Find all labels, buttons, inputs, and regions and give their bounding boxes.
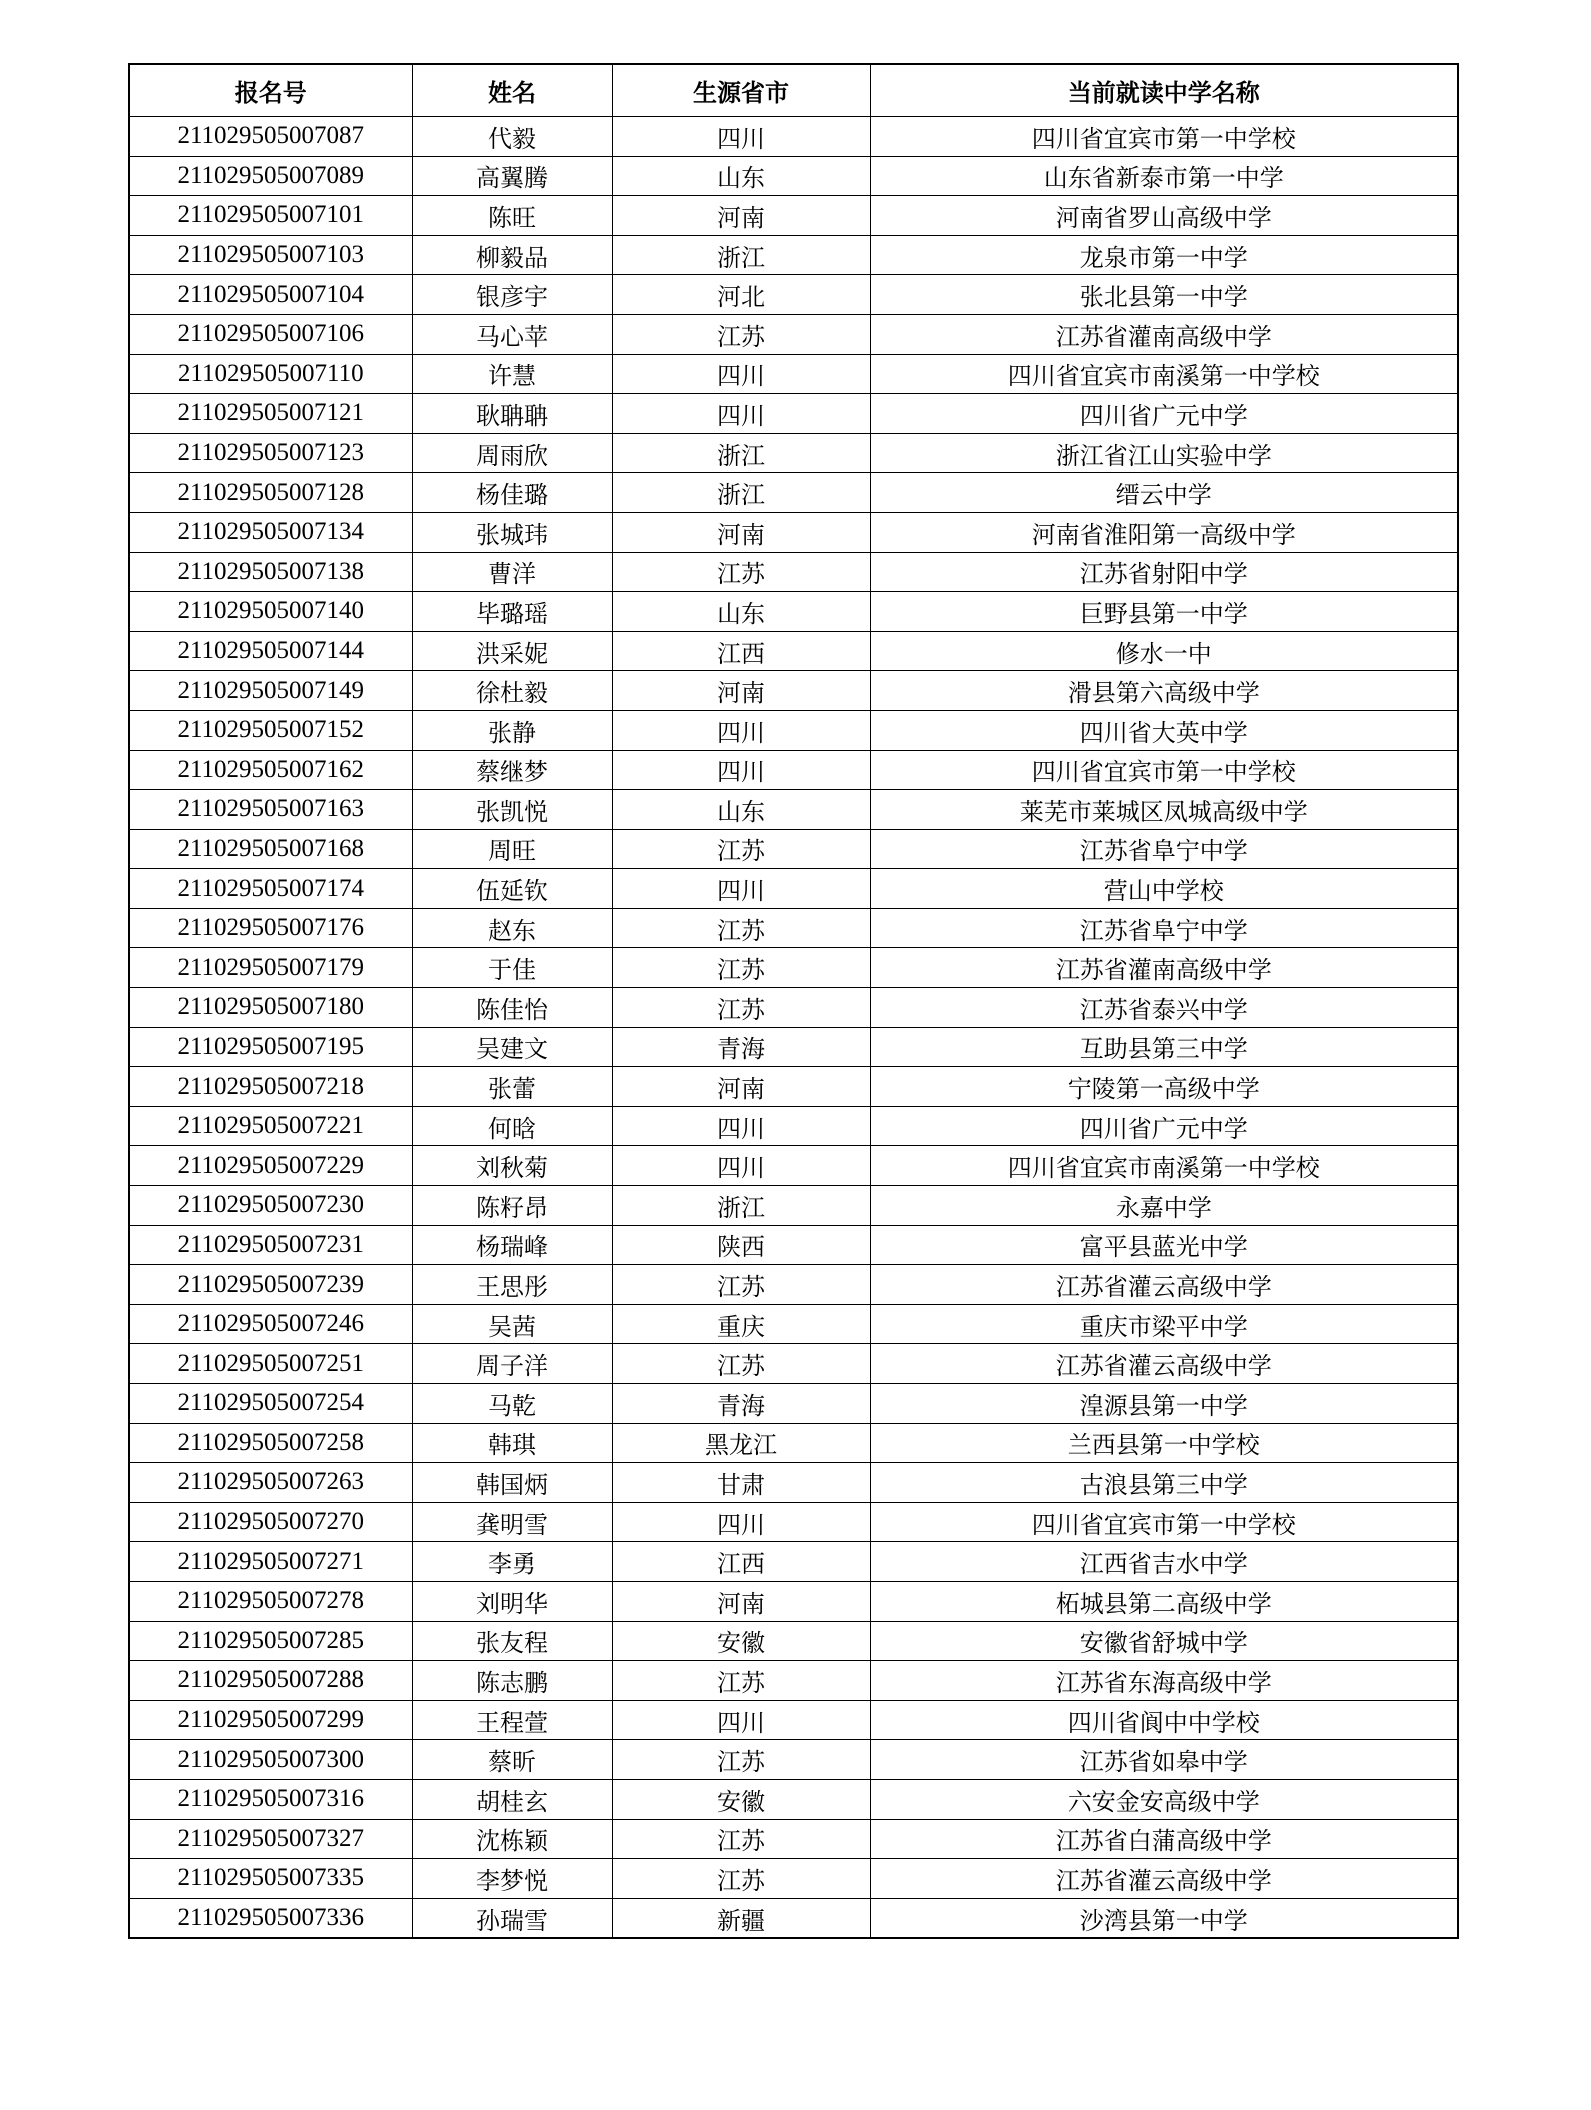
- table-row: [129, 1621, 1458, 1661]
- home-province-cell: 江苏: [612, 314, 870, 354]
- home-province-cell: 浙江: [612, 1186, 870, 1226]
- current-school-cell: 江苏省灌云高级中学: [870, 1859, 1458, 1899]
- student-name-cell: 伍延钦: [412, 869, 612, 909]
- table-row: [129, 829, 1458, 869]
- student-name-cell: 陈佳怡: [412, 988, 612, 1028]
- home-province-cell: 浙江: [612, 433, 870, 473]
- registration-number-cell: 211029505007104: [129, 275, 412, 315]
- registration-number-cell: 211029505007152: [129, 710, 412, 750]
- home-province-cell: 青海: [612, 1384, 870, 1424]
- current-school-cell: 四川省广元中学: [870, 1106, 1458, 1146]
- student-name-cell: 银彦宇: [412, 275, 612, 315]
- home-province-cell: 浙江: [612, 473, 870, 513]
- student-name-cell: 韩琪: [412, 1423, 612, 1463]
- home-province-cell: 江苏: [612, 1819, 870, 1859]
- table-row: [129, 869, 1458, 909]
- home-province-cell: 江苏: [612, 988, 870, 1028]
- table-row: [129, 1581, 1458, 1621]
- current-school-cell: 沙湾县第一中学: [870, 1898, 1458, 1938]
- table-row: [129, 156, 1458, 196]
- student-name-cell: 马心苹: [412, 314, 612, 354]
- home-province-cell: 江苏: [612, 829, 870, 869]
- student-name-cell: 曹洋: [412, 552, 612, 592]
- student-name-cell: 陈旺: [412, 196, 612, 236]
- table-header: [129, 64, 1458, 117]
- table-row: [129, 1225, 1458, 1265]
- current-school-cell: 张北县第一中学: [870, 275, 1458, 315]
- table-row: [129, 275, 1458, 315]
- current-school-cell: 江苏省灌云高级中学: [870, 1265, 1458, 1305]
- table-row: [129, 908, 1458, 948]
- current-school-cell: 浙江省江山实验中学: [870, 433, 1458, 473]
- student-name-cell: 李梦悦: [412, 1859, 612, 1899]
- student-name-cell: 于佳: [412, 948, 612, 988]
- header-registration-number: 报名号: [129, 64, 412, 117]
- table-body: [129, 117, 1458, 1939]
- registration-number-cell: 211029505007218: [129, 1067, 412, 1107]
- registration-number-cell: 211029505007278: [129, 1581, 412, 1621]
- table-row: [129, 750, 1458, 790]
- registration-number-cell: 211029505007134: [129, 512, 412, 552]
- student-name-cell: 赵东: [412, 908, 612, 948]
- home-province-cell: 河北: [612, 275, 870, 315]
- current-school-cell: 四川省宜宾市南溪第一中学校: [870, 1146, 1458, 1186]
- table-row: [129, 1384, 1458, 1424]
- table-row: [129, 1067, 1458, 1107]
- student-name-cell: 陈籽昂: [412, 1186, 612, 1226]
- student-name-cell: 刘明华: [412, 1581, 612, 1621]
- home-province-cell: 河南: [612, 1067, 870, 1107]
- table-row: [129, 1700, 1458, 1740]
- student-name-cell: 徐杜毅: [412, 671, 612, 711]
- current-school-cell: 四川省宜宾市第一中学校: [870, 1502, 1458, 1542]
- student-name-cell: 周子洋: [412, 1344, 612, 1384]
- table-row: [129, 1265, 1458, 1305]
- current-school-cell: 富平县蓝光中学: [870, 1225, 1458, 1265]
- home-province-cell: 四川: [612, 117, 870, 157]
- current-school-cell: 营山中学校: [870, 869, 1458, 909]
- student-name-cell: 胡桂玄: [412, 1779, 612, 1819]
- registration-number-cell: 211029505007285: [129, 1621, 412, 1661]
- home-province-cell: 江苏: [612, 1344, 870, 1384]
- registration-number-cell: 211029505007103: [129, 235, 412, 275]
- table-row: [129, 1463, 1458, 1503]
- table-row: [129, 1859, 1458, 1899]
- table-row: [129, 473, 1458, 513]
- registration-number-cell: 211029505007123: [129, 433, 412, 473]
- student-name-cell: 何晗: [412, 1106, 612, 1146]
- current-school-cell: 四川省宜宾市第一中学校: [870, 750, 1458, 790]
- current-school-cell: 安徽省舒城中学: [870, 1621, 1458, 1661]
- table-row: [129, 1304, 1458, 1344]
- home-province-cell: 安徽: [612, 1779, 870, 1819]
- home-province-cell: 山东: [612, 592, 870, 632]
- registration-number-cell: 211029505007168: [129, 829, 412, 869]
- home-province-cell: 山东: [612, 156, 870, 196]
- table-row: [129, 988, 1458, 1028]
- home-province-cell: 河南: [612, 512, 870, 552]
- registration-number-cell: 211029505007138: [129, 552, 412, 592]
- home-province-cell: 新疆: [612, 1898, 870, 1938]
- registration-number-cell: 211029505007230: [129, 1186, 412, 1226]
- home-province-cell: 江西: [612, 1542, 870, 1582]
- home-province-cell: 重庆: [612, 1304, 870, 1344]
- student-name-cell: 蔡继梦: [412, 750, 612, 790]
- home-province-cell: 河南: [612, 671, 870, 711]
- student-name-cell: 杨佳璐: [412, 473, 612, 513]
- current-school-cell: 江苏省阜宁中学: [870, 908, 1458, 948]
- table-row: [129, 631, 1458, 671]
- current-school-cell: 柘城县第二高级中学: [870, 1581, 1458, 1621]
- registration-number-cell: 211029505007149: [129, 671, 412, 711]
- registration-number-cell: 211029505007229: [129, 1146, 412, 1186]
- current-school-cell: 莱芜市莱城区凤城高级中学: [870, 790, 1458, 830]
- home-province-cell: 安徽: [612, 1621, 870, 1661]
- current-school-cell: 四川省宜宾市南溪第一中学校: [870, 354, 1458, 394]
- table-row: [129, 512, 1458, 552]
- student-name-cell: 张静: [412, 710, 612, 750]
- home-province-cell: 江苏: [612, 908, 870, 948]
- header-current-school: 当前就读中学名称: [870, 64, 1458, 117]
- student-name-cell: 韩国炳: [412, 1463, 612, 1503]
- registration-number-cell: 211029505007144: [129, 631, 412, 671]
- registration-number-cell: 211029505007299: [129, 1700, 412, 1740]
- home-province-cell: 四川: [612, 394, 870, 434]
- table-row: [129, 1146, 1458, 1186]
- registration-number-cell: 211029505007087: [129, 117, 412, 157]
- student-name-cell: 王程萱: [412, 1700, 612, 1740]
- student-name-cell: 马乾: [412, 1384, 612, 1424]
- registration-number-cell: 211029505007174: [129, 869, 412, 909]
- registration-number-cell: 211029505007128: [129, 473, 412, 513]
- registration-number-cell: 211029505007195: [129, 1027, 412, 1067]
- table-row: [129, 1502, 1458, 1542]
- student-name-cell: 王思彤: [412, 1265, 612, 1305]
- registration-number-cell: 211029505007251: [129, 1344, 412, 1384]
- table-row: [129, 1740, 1458, 1780]
- current-school-cell: 四川省广元中学: [870, 394, 1458, 434]
- table-row: [129, 1106, 1458, 1146]
- student-roster-table: [128, 63, 1459, 1939]
- current-school-cell: 四川省阆中中学校: [870, 1700, 1458, 1740]
- table-row: [129, 1344, 1458, 1384]
- home-province-cell: 浙江: [612, 235, 870, 275]
- table-row: [129, 1661, 1458, 1701]
- home-province-cell: 江苏: [612, 1661, 870, 1701]
- registration-number-cell: 211029505007163: [129, 790, 412, 830]
- table-row: [129, 117, 1458, 157]
- current-school-cell: 重庆市梁平中学: [870, 1304, 1458, 1344]
- home-province-cell: 四川: [612, 869, 870, 909]
- current-school-cell: 河南省罗山高级中学: [870, 196, 1458, 236]
- student-name-cell: 张凯悦: [412, 790, 612, 830]
- registration-number-cell: 211029505007176: [129, 908, 412, 948]
- student-name-cell: 杨瑞峰: [412, 1225, 612, 1265]
- home-province-cell: 四川: [612, 1502, 870, 1542]
- current-school-cell: 滑县第六高级中学: [870, 671, 1458, 711]
- current-school-cell: 互助县第三中学: [870, 1027, 1458, 1067]
- home-province-cell: 江西: [612, 631, 870, 671]
- current-school-cell: 修水一中: [870, 631, 1458, 671]
- table-row: [129, 394, 1458, 434]
- registration-number-cell: 211029505007258: [129, 1423, 412, 1463]
- student-name-cell: 孙瑞雪: [412, 1898, 612, 1938]
- registration-number-cell: 211029505007106: [129, 314, 412, 354]
- registration-number-cell: 211029505007221: [129, 1106, 412, 1146]
- home-province-cell: 江苏: [612, 552, 870, 592]
- current-school-cell: 河南省淮阳第一高级中学: [870, 512, 1458, 552]
- current-school-cell: 江苏省东海高级中学: [870, 1661, 1458, 1701]
- student-name-cell: 周旺: [412, 829, 612, 869]
- home-province-cell: 河南: [612, 196, 870, 236]
- home-province-cell: 四川: [612, 1146, 870, 1186]
- current-school-cell: 江苏省灌南高级中学: [870, 948, 1458, 988]
- registration-number-cell: 211029505007300: [129, 1740, 412, 1780]
- registration-number-cell: 211029505007288: [129, 1661, 412, 1701]
- header-home-province: 生源省市: [612, 64, 870, 117]
- table-row: [129, 1027, 1458, 1067]
- student-name-cell: 张城玮: [412, 512, 612, 552]
- registration-number-cell: 211029505007140: [129, 592, 412, 632]
- current-school-cell: 龙泉市第一中学: [870, 235, 1458, 275]
- student-name-cell: 李勇: [412, 1542, 612, 1582]
- home-province-cell: 四川: [612, 1106, 870, 1146]
- registration-number-cell: 211029505007110: [129, 354, 412, 394]
- registration-number-cell: 211029505007336: [129, 1898, 412, 1938]
- registration-number-cell: 211029505007254: [129, 1384, 412, 1424]
- table-row: [129, 433, 1458, 473]
- registration-number-cell: 211029505007327: [129, 1819, 412, 1859]
- student-name-cell: 吴建文: [412, 1027, 612, 1067]
- table-row: [129, 235, 1458, 275]
- table-row: [129, 671, 1458, 711]
- registration-number-cell: 211029505007263: [129, 1463, 412, 1503]
- current-school-cell: 山东省新泰市第一中学: [870, 156, 1458, 196]
- table-row: [129, 1898, 1458, 1938]
- current-school-cell: 缙云中学: [870, 473, 1458, 513]
- current-school-cell: 湟源县第一中学: [870, 1384, 1458, 1424]
- current-school-cell: 四川省大英中学: [870, 710, 1458, 750]
- current-school-cell: 兰西县第一中学校: [870, 1423, 1458, 1463]
- table-row: [129, 354, 1458, 394]
- current-school-cell: 江苏省如皋中学: [870, 1740, 1458, 1780]
- table-row: [129, 1423, 1458, 1463]
- home-province-cell: 河南: [612, 1581, 870, 1621]
- student-name-cell: 柳毅品: [412, 235, 612, 275]
- student-name-cell: 陈志鹏: [412, 1661, 612, 1701]
- registration-number-cell: 211029505007246: [129, 1304, 412, 1344]
- home-province-cell: 四川: [612, 710, 870, 750]
- home-province-cell: 陕西: [612, 1225, 870, 1265]
- table-row: [129, 592, 1458, 632]
- current-school-cell: 巨野县第一中学: [870, 592, 1458, 632]
- student-name-cell: 吴茜: [412, 1304, 612, 1344]
- current-school-cell: 江苏省阜宁中学: [870, 829, 1458, 869]
- student-name-cell: 毕璐瑶: [412, 592, 612, 632]
- student-name-cell: 蔡昕: [412, 1740, 612, 1780]
- home-province-cell: 四川: [612, 354, 870, 394]
- student-name-cell: 代毅: [412, 117, 612, 157]
- current-school-cell: 四川省宜宾市第一中学校: [870, 117, 1458, 157]
- table-row: [129, 1186, 1458, 1226]
- registration-number-cell: 211029505007271: [129, 1542, 412, 1582]
- home-province-cell: 江苏: [612, 1740, 870, 1780]
- registration-number-cell: 211029505007180: [129, 988, 412, 1028]
- header-name: 姓名: [412, 64, 612, 117]
- student-name-cell: 张蕾: [412, 1067, 612, 1107]
- header-row: [129, 64, 1458, 117]
- current-school-cell: 江苏省白蒲高级中学: [870, 1819, 1458, 1859]
- registration-number-cell: 211029505007162: [129, 750, 412, 790]
- registration-number-cell: 211029505007231: [129, 1225, 412, 1265]
- current-school-cell: 六安金安高级中学: [870, 1779, 1458, 1819]
- current-school-cell: 江苏省灌云高级中学: [870, 1344, 1458, 1384]
- home-province-cell: 黑龙江: [612, 1423, 870, 1463]
- table-row: [129, 314, 1458, 354]
- table-row: [129, 948, 1458, 988]
- registration-number-cell: 211029505007270: [129, 1502, 412, 1542]
- home-province-cell: 江苏: [612, 1265, 870, 1305]
- current-school-cell: 江西省吉水中学: [870, 1542, 1458, 1582]
- table-row: [129, 1819, 1458, 1859]
- registration-number-cell: 211029505007239: [129, 1265, 412, 1305]
- current-school-cell: 江苏省灌南高级中学: [870, 314, 1458, 354]
- home-province-cell: 四川: [612, 1700, 870, 1740]
- table-row: [129, 196, 1458, 236]
- registration-number-cell: 211029505007179: [129, 948, 412, 988]
- table-row: [129, 790, 1458, 830]
- registration-number-cell: 211029505007121: [129, 394, 412, 434]
- table-row: [129, 710, 1458, 750]
- home-province-cell: 江苏: [612, 948, 870, 988]
- current-school-cell: 宁陵第一高级中学: [870, 1067, 1458, 1107]
- current-school-cell: 永嘉中学: [870, 1186, 1458, 1226]
- student-name-cell: 沈栋颖: [412, 1819, 612, 1859]
- registration-number-cell: 211029505007089: [129, 156, 412, 196]
- home-province-cell: 甘肃: [612, 1463, 870, 1503]
- current-school-cell: 古浪县第三中学: [870, 1463, 1458, 1503]
- home-province-cell: 江苏: [612, 1859, 870, 1899]
- student-name-cell: 周雨欣: [412, 433, 612, 473]
- student-name-cell: 许慧: [412, 354, 612, 394]
- student-name-cell: 刘秋菊: [412, 1146, 612, 1186]
- table-row: [129, 1779, 1458, 1819]
- home-province-cell: 四川: [612, 750, 870, 790]
- current-school-cell: 江苏省泰兴中学: [870, 988, 1458, 1028]
- table-row: [129, 552, 1458, 592]
- student-name-cell: 龚明雪: [412, 1502, 612, 1542]
- student-name-cell: 耿聃聃: [412, 394, 612, 434]
- registration-number-cell: 211029505007335: [129, 1859, 412, 1899]
- student-name-cell: 高翼腾: [412, 156, 612, 196]
- home-province-cell: 青海: [612, 1027, 870, 1067]
- current-school-cell: 江苏省射阳中学: [870, 552, 1458, 592]
- registration-number-cell: 211029505007316: [129, 1779, 412, 1819]
- registration-number-cell: 211029505007101: [129, 196, 412, 236]
- home-province-cell: 山东: [612, 790, 870, 830]
- table-row: [129, 1542, 1458, 1582]
- student-name-cell: 张友程: [412, 1621, 612, 1661]
- student-name-cell: 洪采妮: [412, 631, 612, 671]
